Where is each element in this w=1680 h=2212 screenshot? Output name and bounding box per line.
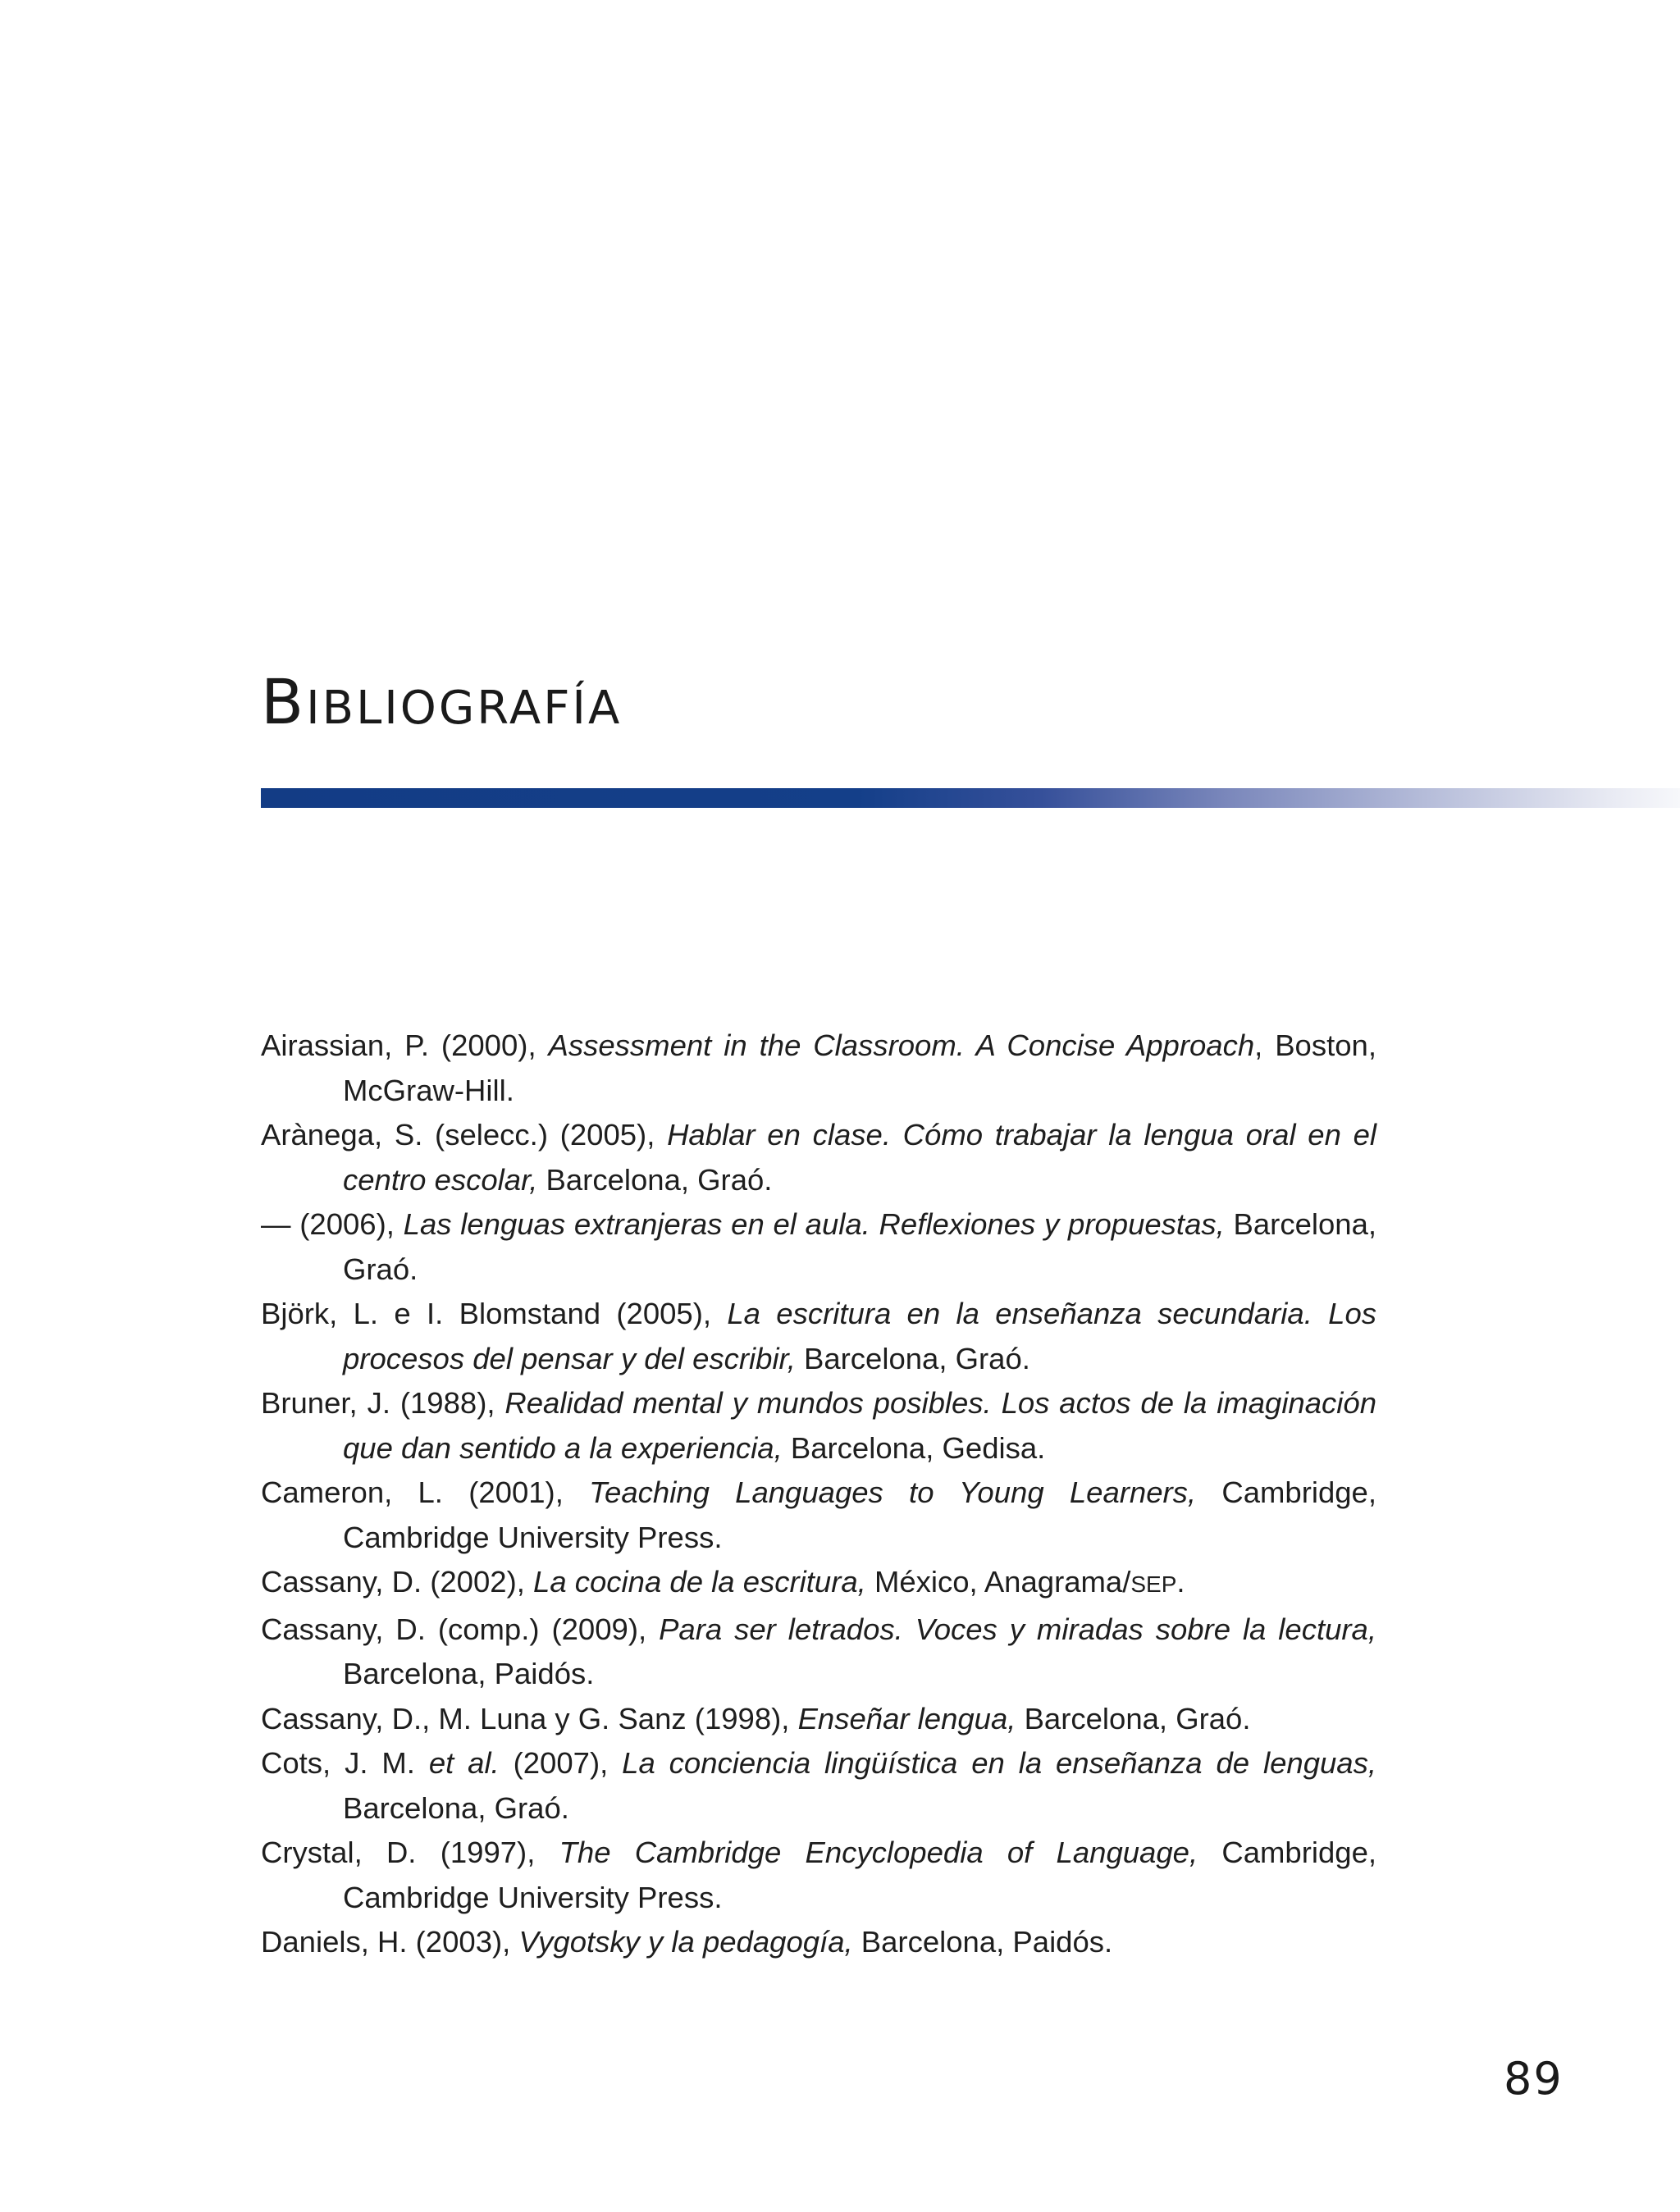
bibliography-list <box>261 1024 1376 1965</box>
bibliography-entry: Cassany, D. (2002), La cocina de la escritura, México, Anagrama/SEP. <box>261 1565 1185 1599</box>
bibliography-entry: Airassian, P. (2000), Assessment in the Classroom. A Concise Approach, Boston, McGraw-Hill. <box>261 1028 1376 1107</box>
page-title-rest: IBLIOGRAFÍA <box>306 682 623 735</box>
bibliography-entry: — (2006), Las lenguas extranjeras en el aula. Reflexiones y propuestas, Barcelona, Graó. <box>261 1207 1377 1286</box>
title-rule <box>261 788 1680 808</box>
bibliography-entry: Daniels, H. (2003), Vygotsky y la pedagogía, Barcelona, Paidós. <box>261 1925 1113 1959</box>
page-title-initial: B <box>261 665 307 738</box>
bibliography-entry: Crystal, D. (1997), The Cambridge Encyclopedia of Language, Cambridge, Cambridge University Press. <box>261 1836 1377 1914</box>
bibliography-entry: Cots, J. M. et al. (2007), La conciencia lingüística en la enseñanza de lenguas, Barcelona, Graó. <box>261 1746 1376 1825</box>
page-title <box>261 665 623 738</box>
bibliography-entry: Cameron, L. (2001), Teaching Languages to Young Learners, Cambridge, Cambridge University Press. <box>261 1475 1376 1554</box>
page-number: 89 <box>1504 2053 1564 2105</box>
bibliography-entry: Arànega, S. (selecc.) (2005), Hablar en clase. Cómo trabajar la lengua oral en el centro escolar, Barcelona, Graó. <box>261 1118 1376 1197</box>
bibliography-entry: Björk, L. e I. Blomstand (2005), La escritura en la enseñanza secundaria. Los procesos del pensar y del escribir, Barcelona, Graó. <box>261 1297 1377 1375</box>
bibliography-entry: Cassany, D. (comp.) (2009), Para ser letrados. Voces y miradas sobre la lectura, Barcelona, Paidós. <box>261 1612 1376 1690</box>
bibliography-entry: Bruner, J. (1988), Realidad mental y mundos posibles. Los actos de la imaginación que dan sentido a la experiencia, Barcelona, Gedisa. <box>261 1386 1376 1465</box>
bibliography-entry: Cassany, D., M. Luna y G. Sanz (1998), Enseñar lengua, Barcelona, Graó. <box>261 1701 1251 1735</box>
